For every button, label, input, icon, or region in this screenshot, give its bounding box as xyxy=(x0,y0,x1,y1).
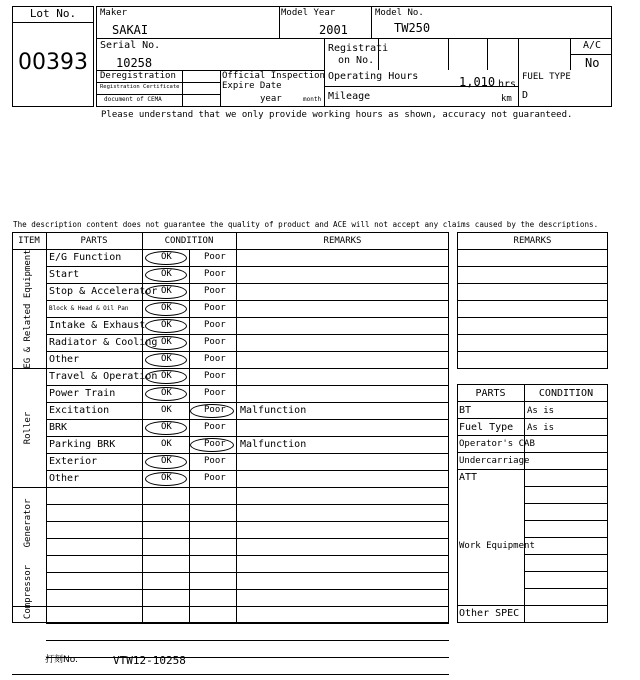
side-remarks-row-line xyxy=(457,351,608,352)
row-line xyxy=(46,504,449,505)
row-line xyxy=(46,419,449,420)
ok-option: OK xyxy=(161,371,172,381)
selected-circle xyxy=(145,387,187,401)
stamp-no-label: 打刻No. xyxy=(45,655,78,665)
row-line xyxy=(46,266,449,267)
row-line xyxy=(46,385,449,386)
km-label: km xyxy=(501,94,512,104)
operating-hours-value: 1,010 xyxy=(459,75,496,89)
extra-row-line xyxy=(524,503,608,504)
mileage-label: Mileage xyxy=(328,91,371,102)
extra-part-label: Operator's CAB xyxy=(459,439,535,449)
extra-row-line xyxy=(457,452,608,453)
remarks-header: REMARKS xyxy=(323,236,362,246)
poor-option: Poor xyxy=(204,439,226,449)
extra-row-line xyxy=(524,588,608,589)
row-line xyxy=(46,555,449,556)
row-line xyxy=(46,283,449,284)
row-line xyxy=(46,334,449,335)
item-header: ITEM xyxy=(18,236,40,246)
header-line-1 xyxy=(96,38,612,39)
poor-option: Poor xyxy=(204,303,226,313)
row-line xyxy=(46,436,449,437)
header-vline-7 xyxy=(518,38,519,107)
extra-row-line xyxy=(524,537,608,538)
ok-option: OK xyxy=(161,286,172,296)
ok-option: OK xyxy=(161,405,172,415)
ok-option: OK xyxy=(161,354,172,364)
group-line xyxy=(12,368,449,369)
deregistration-label: Deregistration xyxy=(100,71,176,81)
side-remarks-row-line xyxy=(457,283,608,284)
selected-circle xyxy=(145,251,187,265)
fuel-type-value: D xyxy=(522,90,529,101)
selected-circle xyxy=(145,319,187,333)
poor-option: Poor xyxy=(204,252,226,262)
ok-option: OK xyxy=(161,422,172,432)
extra-row-line xyxy=(457,401,608,402)
side-remarks-header: REMARKS xyxy=(513,236,552,246)
maker-label: Maker xyxy=(100,8,128,18)
ok-option: OK xyxy=(161,473,172,483)
row-line xyxy=(46,538,449,539)
header-vline-2 xyxy=(371,6,372,38)
hrs-label: hrs xyxy=(498,79,517,90)
registration-label-1: Registrati xyxy=(328,43,389,54)
maker-value: SAKAI xyxy=(112,23,149,37)
group-label-compressor: Compressor xyxy=(23,564,33,620)
part-label: Other xyxy=(49,354,80,365)
poor-option: Poor xyxy=(204,456,226,466)
ok-option: OK xyxy=(161,269,172,279)
serial-value: 10258 xyxy=(116,56,153,70)
hours-notice: Please understand that we only provide working hours as shown, accuracy not guaranteed. xyxy=(101,110,573,120)
year-label: year xyxy=(260,94,282,104)
poor-option: Poor xyxy=(204,354,226,364)
header-line-4 xyxy=(570,54,612,55)
header-line-6 xyxy=(96,94,220,95)
part-label: Travel & Operation xyxy=(49,371,158,382)
ac-value: No xyxy=(585,56,600,70)
selected-circle xyxy=(190,404,234,418)
selected-circle xyxy=(145,370,187,384)
part-label: E/G Function xyxy=(49,252,122,263)
ok-option: OK xyxy=(161,439,172,449)
side-remarks-row-line xyxy=(457,334,608,335)
inspection-label-1: Official Inspection xyxy=(222,71,325,81)
header-row-line xyxy=(12,249,449,250)
header-vline-9 xyxy=(182,70,183,107)
row-line xyxy=(46,402,449,403)
row-line xyxy=(46,453,449,454)
lot-divider xyxy=(12,22,94,23)
selected-circle xyxy=(145,302,187,316)
part-label: Stop & Accelerator xyxy=(49,286,158,297)
header-line-5 xyxy=(96,82,220,83)
fuel-type-label: FUEL TYPE xyxy=(522,72,571,82)
side-remarks-row-line xyxy=(457,266,608,267)
model-year-label: Model Year xyxy=(281,8,336,18)
extra-part-label: Other SPEC xyxy=(459,608,520,619)
poor-option: Poor xyxy=(204,286,226,296)
serial-label: Serial No. xyxy=(100,40,161,51)
poor-option: Poor xyxy=(204,320,226,330)
part-label: Block & Head & Oil Pan xyxy=(49,305,129,312)
header-vline-1 xyxy=(279,6,280,38)
model-no-value: TW250 xyxy=(394,21,431,35)
group-label-roller: Roller xyxy=(23,411,33,445)
selected-circle xyxy=(145,285,187,299)
header-vline-5 xyxy=(448,38,449,70)
registration-certificate-label: Registration Certificate xyxy=(100,84,180,90)
cema-document-label: document of CEMA xyxy=(104,96,162,103)
model-year-value: 2001 xyxy=(319,23,348,37)
extra-row-line xyxy=(524,520,608,521)
ok-option: OK xyxy=(161,388,172,398)
extra-condition-value: As is xyxy=(527,406,555,416)
side-remarks-row-line xyxy=(457,317,608,318)
poor-option: Poor xyxy=(204,388,226,398)
stamp-no-value: VTW12-10258 xyxy=(113,654,186,667)
extra-row-line xyxy=(457,605,608,606)
row-line xyxy=(46,300,449,301)
ok-option: OK xyxy=(161,337,172,347)
selected-circle xyxy=(145,353,187,367)
extra-part-label: Work Equipment xyxy=(459,541,535,551)
ok-option: OK xyxy=(161,456,172,466)
extra-condition-value: As is xyxy=(527,423,555,433)
lot-number: 00393 xyxy=(18,50,88,75)
parts-header: PARTS xyxy=(80,236,108,246)
extra-row-line xyxy=(457,469,608,470)
part-label: Other xyxy=(49,473,80,484)
extra-row-line xyxy=(457,435,608,436)
part-label: BRK xyxy=(49,422,68,433)
extra-row-line xyxy=(524,554,608,555)
side-remarks-row-line xyxy=(457,249,608,250)
model-no-label: Model No. xyxy=(375,8,424,18)
month-label: month xyxy=(303,96,322,103)
row-line xyxy=(46,657,449,658)
selected-circle xyxy=(145,472,187,486)
remark-text: Malfunction xyxy=(240,439,307,450)
selected-circle xyxy=(145,268,187,282)
poor-option: Poor xyxy=(204,473,226,483)
extra-parts-header: PARTS xyxy=(475,388,506,399)
inspection-label-2: Expire Date xyxy=(222,81,282,91)
ok-option: OK xyxy=(161,320,172,330)
row-line xyxy=(46,640,449,641)
selected-circle xyxy=(190,438,234,452)
part-label: Parking BRK xyxy=(49,439,116,450)
row-line xyxy=(46,317,449,318)
group-line xyxy=(12,606,449,607)
ac-label: A/C xyxy=(583,40,602,51)
extra-part-label: ATT xyxy=(459,472,478,483)
part-label: Radiator & Cooling xyxy=(49,337,158,348)
condition-header: CONDITION xyxy=(164,236,214,246)
extra-part-label: BT xyxy=(459,405,472,416)
lot-label: Lot No. xyxy=(29,7,77,20)
row-line xyxy=(46,589,449,590)
group-label-eg: EG & Related Equipment xyxy=(23,249,33,369)
row-line xyxy=(46,623,449,624)
group-line xyxy=(12,674,449,675)
group-line xyxy=(12,487,449,488)
group-label-generator: Generator xyxy=(23,498,33,548)
description-notice: The description content does not guarantee the quality of product and ACE will not accept any claims caused by the descriptions. xyxy=(13,220,599,229)
part-label: Start xyxy=(49,269,80,280)
selected-circle xyxy=(145,336,187,350)
row-line xyxy=(46,572,449,573)
row-line xyxy=(46,521,449,522)
poor-option: Poor xyxy=(204,371,226,381)
part-label: Excitation xyxy=(49,405,110,416)
part-label: Exterior xyxy=(49,456,98,467)
poor-option: Poor xyxy=(204,405,226,415)
extra-row-line xyxy=(457,418,608,419)
extra-row-line xyxy=(524,571,608,572)
remark-text: Malfunction xyxy=(240,405,307,416)
extra-part-label: Fuel Type xyxy=(459,422,514,433)
extra-part-label: Undercarriage xyxy=(459,456,530,466)
poor-option: Poor xyxy=(204,422,226,432)
col-line-condition xyxy=(236,232,237,623)
header-vline-8 xyxy=(570,38,571,70)
selected-circle xyxy=(145,455,187,469)
header-vline-10 xyxy=(220,70,221,107)
extra-condition-header: CONDITION xyxy=(538,388,594,399)
part-label: Intake & Exhaust xyxy=(49,320,146,331)
side-remarks-row-line xyxy=(457,300,608,301)
row-line xyxy=(46,470,449,471)
header-vline-6 xyxy=(487,38,488,70)
extra-row-line xyxy=(524,486,608,487)
ok-option: OK xyxy=(161,252,172,262)
poor-option: Poor xyxy=(204,337,226,347)
operating-hours-label: Operating Hours xyxy=(328,71,419,82)
ok-option: OK xyxy=(161,303,172,313)
col-line-item xyxy=(46,232,47,623)
poor-option: Poor xyxy=(204,269,226,279)
row-line xyxy=(46,351,449,352)
part-label: Power Train xyxy=(49,388,116,399)
selected-circle xyxy=(145,421,187,435)
registration-label-2: on No. xyxy=(338,55,375,66)
